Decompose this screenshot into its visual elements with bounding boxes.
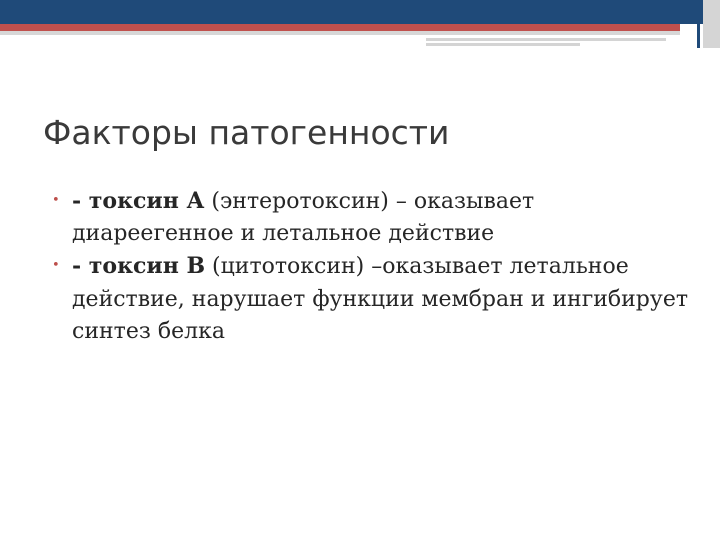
bullet-text: (цитотоксин) –оказывает летальное действие,: [72, 254, 629, 312]
bullet-list: [52, 185, 692, 348]
bullet-icon: •: [52, 193, 60, 208]
bullet-item-toxin-b: [52, 250, 692, 348]
corner-block: [703, 0, 720, 48]
slide-title: Факторы патогенности: [43, 113, 450, 152]
bullet-item-toxin-a: [52, 185, 692, 250]
top-band: [0, 0, 720, 24]
divider-line-short: [426, 38, 666, 41]
bullet-text: (энтеротоксин) – оказывает диареегенное и летальное действие: [72, 189, 535, 246]
divider-line: [0, 31, 680, 35]
bullet-text-continued: нарушает функции мембран и ингибирует синтез белка: [72, 287, 689, 344]
bullet-icon: •: [52, 258, 60, 273]
accent-line: [0, 24, 680, 31]
bullet-heading: - токсин В: [72, 253, 206, 279]
bullet-heading: - токсин А: [72, 188, 205, 214]
corner-stripe: [697, 0, 700, 48]
divider-line-shorter: [426, 43, 580, 46]
